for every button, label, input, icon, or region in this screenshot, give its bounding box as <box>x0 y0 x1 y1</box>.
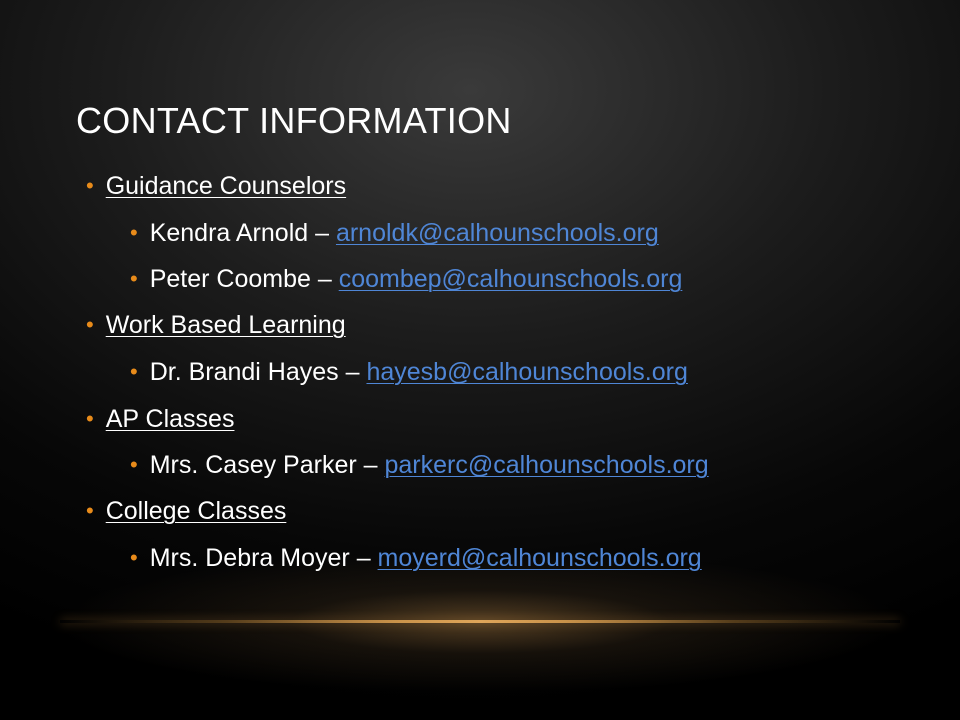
section-heading-label: Guidance Counselors <box>105 172 347 200</box>
contact-name: Mrs. Casey Parker <box>149 451 357 479</box>
section-heading-label: Work Based Learning <box>105 311 346 339</box>
section-heading-guidance-counselors <box>86 171 346 201</box>
contact-separator: – <box>338 358 367 386</box>
contact-name: Dr. Brandi Hayes <box>149 358 339 386</box>
section-heading-college-classes <box>86 496 286 526</box>
bullet-icon: • <box>86 406 94 431</box>
section-heading-label: AP Classes <box>105 405 235 433</box>
contact-item <box>130 264 682 294</box>
slide-title: CONTACT INFORMATION <box>76 100 512 141</box>
bullet-icon: • <box>130 452 138 477</box>
section-heading-work-based-learning <box>86 310 346 340</box>
bullet-icon: • <box>130 545 138 570</box>
contact-separator: – <box>308 219 336 247</box>
contact-item <box>130 357 688 387</box>
contact-name: Kendra Arnold <box>149 219 309 247</box>
contact-name: Mrs. Debra Moyer <box>149 544 350 572</box>
contact-name: Peter Coombe <box>149 265 311 293</box>
contact-separator: – <box>356 451 385 479</box>
contact-item <box>130 543 702 573</box>
contact-email-link[interactable]: moyerd@calhounschools.org <box>377 544 702 572</box>
bullet-icon: • <box>130 359 138 384</box>
contact-email-link[interactable]: hayesb@calhounschools.org <box>366 358 688 386</box>
bullet-icon: • <box>86 312 94 337</box>
contact-email-link[interactable]: coombep@calhounschools.org <box>338 265 683 293</box>
contact-email-link[interactable]: parkerc@calhounschools.org <box>384 451 709 479</box>
section-heading-label: College Classes <box>105 497 287 525</box>
section-heading-ap-classes <box>86 404 234 434</box>
bullet-icon: • <box>130 220 138 245</box>
contact-separator: – <box>349 544 378 572</box>
bullet-icon: • <box>86 173 94 198</box>
bullet-icon: • <box>86 498 94 523</box>
accent-divider-line <box>60 620 900 623</box>
contact-item <box>130 450 709 480</box>
bullet-icon: • <box>130 266 138 291</box>
contact-separator: – <box>310 265 339 293</box>
contact-email-link[interactable]: arnoldk@calhounschools.org <box>335 219 659 247</box>
contact-item <box>130 218 659 248</box>
